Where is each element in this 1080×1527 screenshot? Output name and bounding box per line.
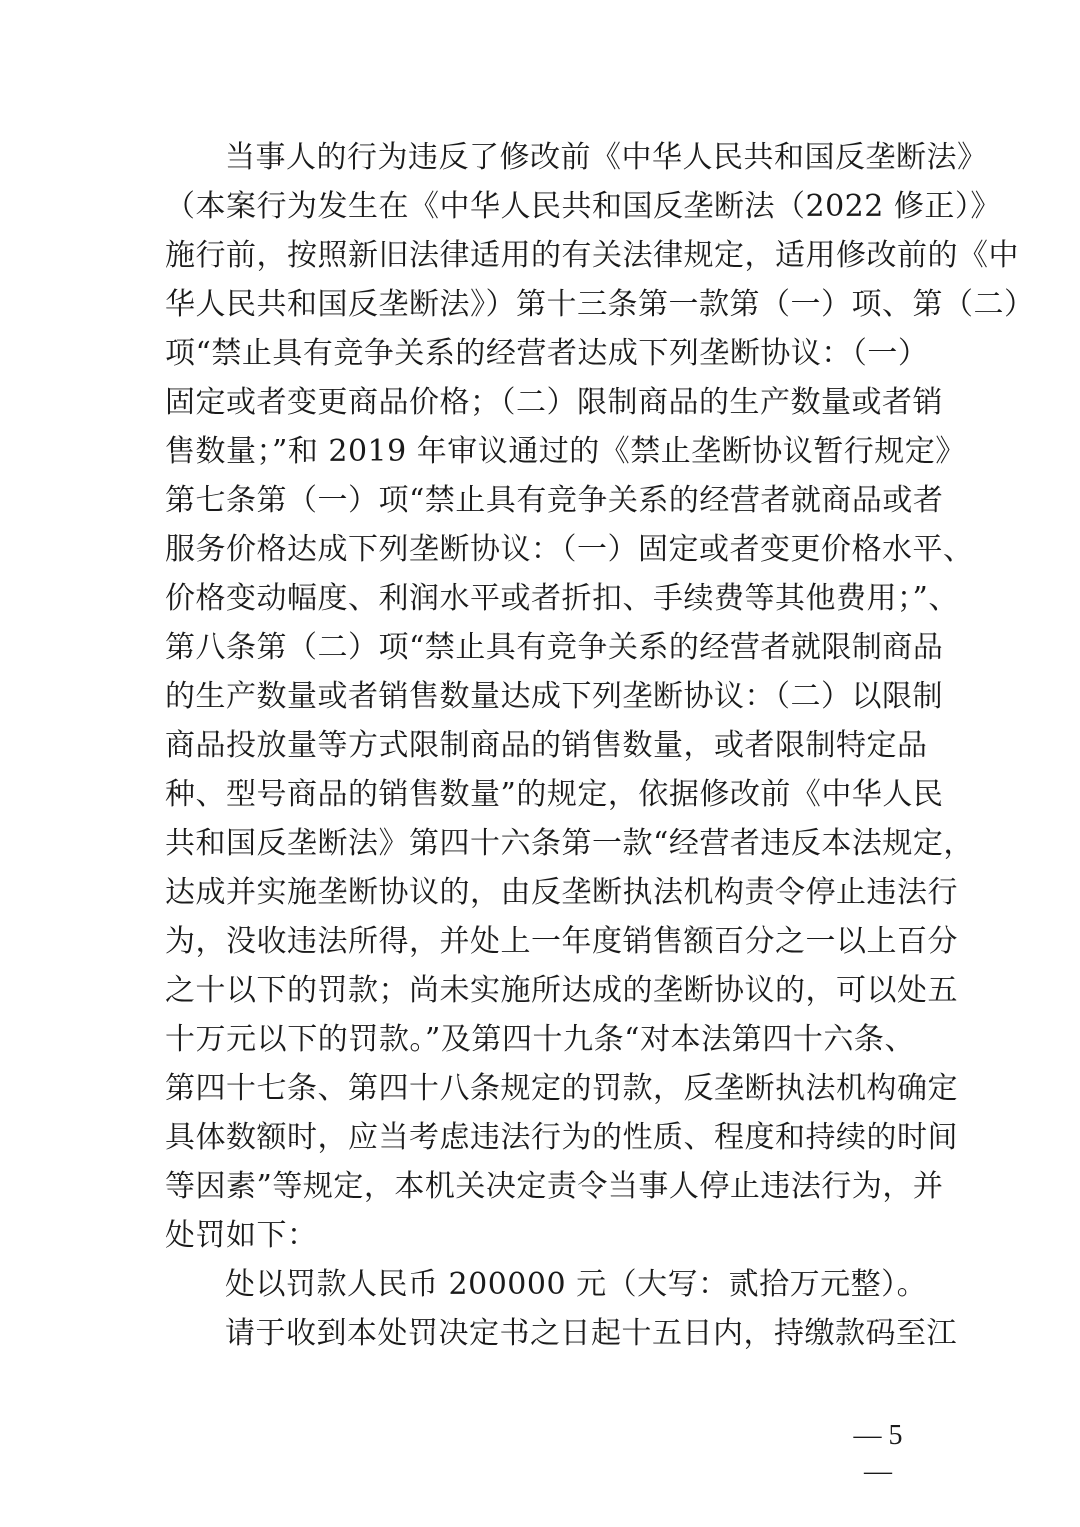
text-line: 十万元以下的罚款。”及第四十九条“对本法第四十六条、: [165, 1022, 915, 1057]
text-line: 具体数额时，应当考虑违法行为的性质、程度和持续的时间: [165, 1120, 958, 1155]
text-line: 请于收到本处罚决定书之日起十五日内，持缴款码至江: [225, 1316, 957, 1351]
text-line: 华人民共和国反垄断法》）第十三条第一款第（一）项、第（二）: [165, 287, 1035, 322]
text-line: 项“禁止具有竞争关系的经营者达成下列垄断协议：（一）: [165, 336, 929, 371]
text-line: （本案行为发生在《中华人民共和国反垄断法（2022 修正）》: [165, 189, 1001, 224]
text-line: 处罚如下：: [165, 1218, 318, 1253]
text-line: 第四十七条、第四十八条规定的罚款，反垄断执法机构确定: [165, 1071, 958, 1106]
text-line: 等因素”等规定，本机关决定责令当事人停止违法行为，并: [165, 1169, 944, 1204]
text-line: 之十以下的罚款；尚未实施所达成的垄断协议的，可以处五: [165, 973, 958, 1008]
text-line: 价格变动幅度、利润水平或者折扣、手续费等其他费用；”、: [165, 581, 959, 616]
text-line: 固定或者变更商品价格；（二）限制商品的生产数量或者销: [165, 385, 943, 420]
text-line: 共和国反垄断法》第四十六条第一款“经营者违反本法规定，: [165, 826, 974, 861]
text-line: 当事人的行为违反了修改前《中华人民共和国反垄断法》: [225, 140, 988, 175]
text-line: 的生产数量或者销售数量达成下列垄断协议：（二）以限制: [165, 679, 943, 714]
text-line: 为，没收违法所得，并处上一年度销售额百分之一以上百分: [165, 924, 958, 959]
text-line: 施行前，按照新旧法律适用的有关法律规定，适用修改前的《中: [165, 238, 1019, 273]
page-number: — 5 —: [853, 1420, 903, 1487]
text-line: 达成并实施垄断协议的，由反垄断执法机构责令停止违法行: [165, 875, 958, 910]
text-line: 处以罚款人民币 200000 元（大写：贰拾万元整）。: [225, 1267, 928, 1302]
document-body: [165, 133, 1035, 1358]
text-line: 服务价格达成下列垄断协议：（一）固定或者变更价格水平、: [165, 532, 974, 567]
text-line: 商品投放量等方式限制商品的销售数量，或者限制特定品: [165, 728, 928, 763]
text-line: 第七条第（一）项“禁止具有竞争关系的经营者就商品或者: [165, 483, 944, 518]
text-line: 售数量；”和 2019 年审议通过的《禁止垄断协议暂行规定》: [165, 434, 966, 469]
text-line: 第八条第（二）项“禁止具有竞争关系的经营者就限制商品: [165, 630, 944, 665]
text-line: 种、型号商品的销售数量”的规定，依据修改前《中华人民: [165, 777, 944, 812]
